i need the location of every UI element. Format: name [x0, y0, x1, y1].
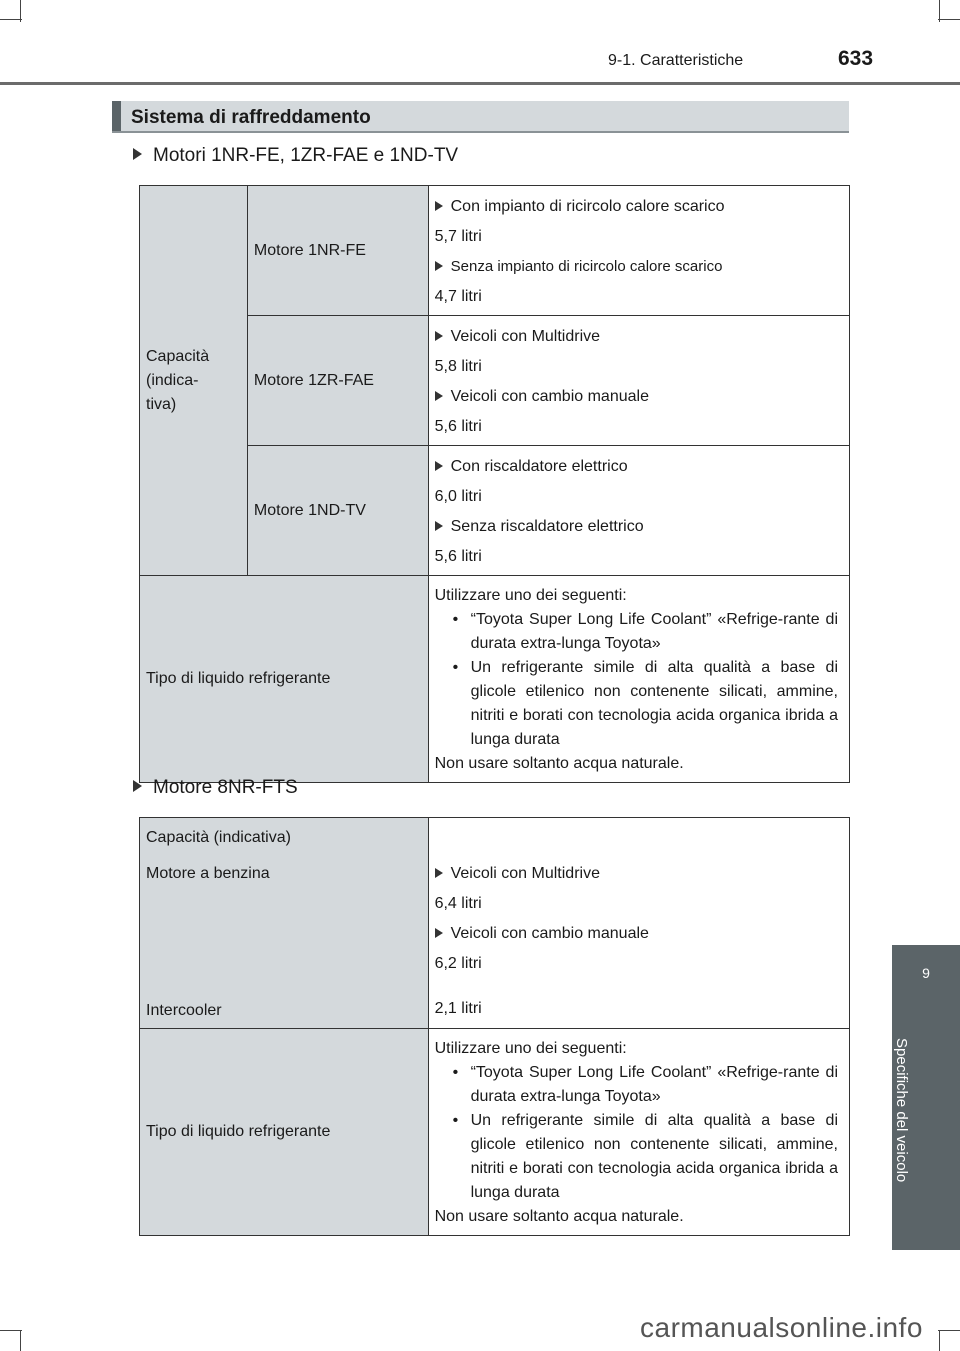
intercooler-value: 2,1 litri: [434, 1000, 482, 1017]
chapter-tab-label: Specifiche del veicolo: [893, 1038, 910, 1183]
entry-value: 5,6 litri: [434, 548, 482, 565]
table-row: [140, 186, 850, 316]
coolant-type-label-cell: [140, 576, 429, 783]
entry-value: 6,4 litri: [434, 895, 482, 912]
triangle-bullet-icon: [133, 148, 142, 160]
section-header: [112, 101, 849, 133]
capacity-values-cell: [428, 186, 849, 316]
coolant-bullet: • “Toyota Super Long Life Coolant” «Refrige-rante di durata extra-lunga Toyota»: [452, 611, 838, 652]
coolant-type-cell: [428, 1029, 849, 1236]
coolant-note: Non usare soltanto acqua naturale.: [434, 755, 684, 772]
crop-mark: [0, 19, 22, 20]
crop-mark: [20, 0, 21, 22]
capacity-values-cell: [428, 818, 849, 1029]
entry-label: Veicoli con cambio manuale: [435, 385, 838, 409]
chapter-title: 9-1. Caratteristiche: [608, 52, 744, 69]
triangle-bullet-icon: [435, 461, 443, 471]
petrol-engine-label: Motore a benzina: [146, 865, 270, 882]
subsection-heading: [133, 777, 298, 799]
entry-value: 5,7 litri: [434, 228, 482, 245]
crop-mark: [0, 1330, 22, 1331]
capacity-label-cell: [140, 818, 429, 1029]
entry-label: Con riscaldatore elettrico: [435, 455, 838, 479]
entry-value: 6,0 litri: [434, 488, 482, 505]
subsection-heading: [133, 145, 458, 167]
crop-mark: [938, 19, 960, 20]
capacity-label: Capacità (indicativa): [146, 829, 291, 846]
crop-mark: [20, 1330, 21, 1351]
coolant-type-label: Tipo di liquido refrigerante: [146, 670, 331, 687]
subsection-heading-text: Motori 1NR-FE, 1ZR-FAE e 1ND-TV: [153, 145, 459, 166]
coolant-bullet: • Un refrigerante simile di alta qualità a base di glicole etilenico non contenente silicati, ammine, nitriti e borati con tecnologia acida organica ibrida a lunga durata: [452, 659, 838, 748]
entry-value: 6,2 litri: [434, 955, 482, 972]
triangle-bullet-icon: [133, 780, 142, 792]
table-row: [140, 818, 850, 1029]
coolant-table-2: [139, 817, 850, 1236]
engine-name: Motore 1ZR-FAE: [253, 371, 374, 389]
engine-name: Motore 1NR-FE: [253, 241, 366, 259]
coolant-type-label-cell: [140, 1029, 429, 1236]
entry-label: Veicoli con Multidrive: [435, 325, 838, 349]
triangle-bullet-icon: [435, 928, 443, 938]
table-row: [140, 1029, 850, 1236]
page-number: 633: [838, 47, 874, 70]
entry-value: 4,7 litri: [434, 288, 482, 305]
coolant-note: Non usare soltanto acqua naturale.: [434, 1208, 684, 1225]
coolant-bullet: • Un refrigerante simile di alta qualità a base di glicole etilenico non contenente silicati, ammine, nitriti e borati con tecnologia acida organica ibrida a lunga durata: [452, 1112, 838, 1201]
section-title: Sistema di raffreddamento: [131, 107, 371, 128]
crop-mark: [939, 0, 940, 22]
capacity-label: Capacità (indica- tiva): [146, 347, 210, 413]
entry-label: Con impianto di ricircolo calore scarico: [435, 195, 838, 219]
header-rule: [0, 82, 960, 85]
entry-label: Veicoli con cambio manuale: [435, 922, 838, 946]
coolant-type-label: Tipo di liquido refrigerante: [146, 1123, 331, 1140]
coolant-bullet: • “Toyota Super Long Life Coolant” «Refrige-rante di durata extra-lunga Toyota»: [452, 1064, 838, 1105]
entry-label: Veicoli con Multidrive: [435, 862, 838, 886]
triangle-bullet-icon: [435, 201, 443, 211]
capacity-values-cell: [428, 316, 849, 446]
coolant-intro: Utilizzare uno dei seguenti:: [434, 1040, 627, 1057]
engine-name-cell: [247, 446, 428, 576]
capacity-label-cell: [140, 186, 248, 576]
coolant-intro: Utilizzare uno dei seguenti:: [434, 587, 627, 604]
watermark: carmanualsonline.info: [640, 1312, 923, 1343]
subsection-heading-text: Motore 8NR-FTS: [153, 777, 298, 798]
engine-name: Motore 1ND-TV: [253, 501, 366, 519]
engine-name-cell: [247, 186, 428, 316]
section-accent: [112, 101, 121, 131]
chapter-tab-number: 9: [922, 965, 930, 981]
entry-label: Senza impianto di ricircolo calore scarico: [435, 255, 838, 279]
triangle-bullet-icon: [435, 391, 443, 401]
crop-mark: [939, 1330, 940, 1351]
crop-mark: [938, 1330, 960, 1331]
capacity-values-cell: [428, 446, 849, 576]
intercooler-label: Intercooler: [146, 1002, 222, 1019]
triangle-bullet-icon: [435, 331, 443, 341]
coolant-table-1: [139, 185, 850, 783]
chapter-tab: [892, 945, 960, 1025]
entry-value: 5,6 litri: [434, 418, 482, 435]
triangle-bullet-icon: [435, 521, 443, 531]
triangle-bullet-icon: [435, 261, 443, 271]
triangle-bullet-icon: [435, 868, 443, 878]
entry-label: Senza riscaldatore elettrico: [435, 515, 838, 539]
table-row: [140, 576, 850, 783]
engine-name-cell: [247, 316, 428, 446]
entry-value: 5,8 litri: [434, 358, 482, 375]
coolant-type-cell: [428, 576, 849, 783]
